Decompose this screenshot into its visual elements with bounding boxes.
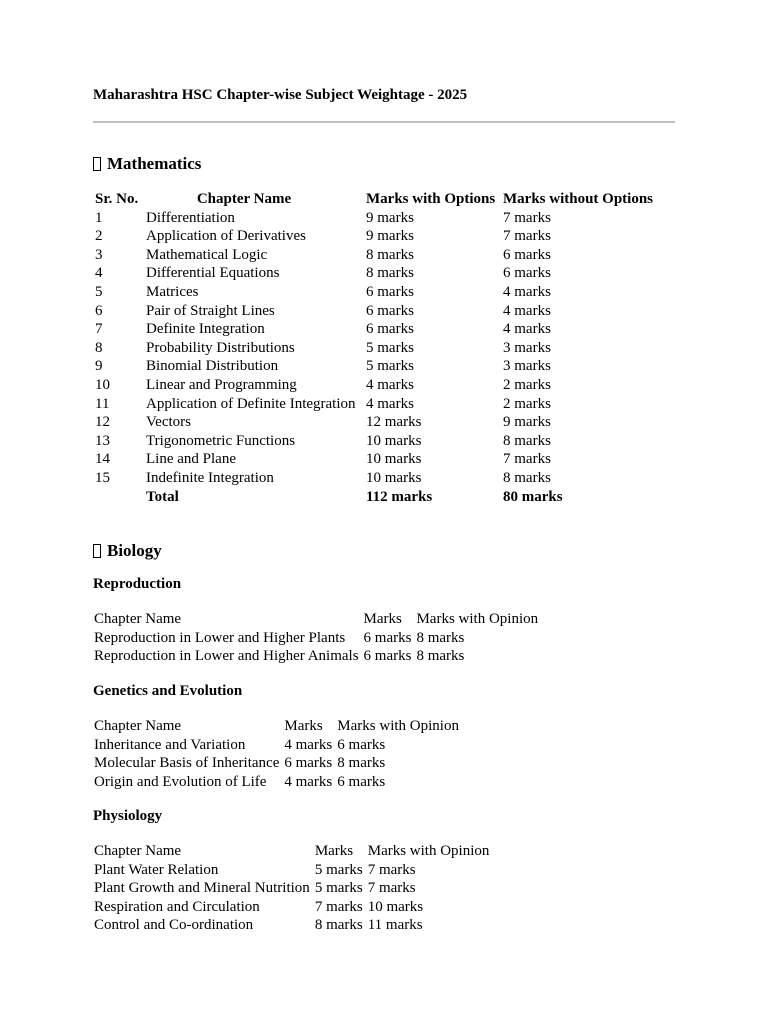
cell-chapter-name: Differential Equations	[146, 265, 280, 282]
cell-marks-without-options: 4 marks	[503, 283, 551, 300]
table-row	[94, 861, 489, 880]
cell-marks-with-opinion: 7 marks	[367, 861, 416, 878]
cell-sr-no: 7	[95, 321, 103, 338]
total-row	[95, 488, 663, 507]
cell-empty	[95, 488, 146, 507]
cell-marks-with-opinion: 6 marks	[337, 773, 386, 790]
cell-marks-with-opinion: 7 marks	[367, 880, 416, 897]
cell-marks: 8 marks	[314, 917, 363, 934]
cell-chapter-name: Linear and Programming	[146, 376, 297, 393]
cell-sr-no: 4	[95, 265, 103, 282]
cell-marks-without-options: 2 marks	[503, 395, 551, 412]
header-marks: Marks	[284, 718, 323, 734]
mathematics-heading-text: Mathematics	[107, 154, 202, 173]
header-marks-with-opinion: Marks with Opinion	[337, 718, 459, 734]
table-row	[95, 264, 663, 283]
mathematics-heading	[93, 154, 201, 174]
cell-chapter-name: Application of Definite Integration	[146, 395, 356, 412]
cell-chapter-name: Binomial Distribution	[146, 358, 279, 375]
table-row	[95, 469, 663, 488]
table-header-row	[95, 190, 663, 209]
table-row	[94, 916, 489, 935]
header-sr-no: Sr. No.	[95, 191, 139, 207]
cell-marks-with-opinion: 8 marks	[416, 629, 465, 646]
cell-chapter-name: Line and Plane	[146, 451, 236, 468]
header-chapter-name: Chapter Name	[196, 191, 292, 207]
cell-marks: 7 marks	[314, 898, 363, 915]
header-marks: Marks	[363, 611, 402, 627]
table-row	[94, 754, 459, 773]
physiology-table	[94, 842, 489, 935]
table-row	[95, 302, 663, 321]
biology-heading	[93, 541, 162, 561]
mathematics-weightage-table	[95, 190, 663, 506]
cell-marks-without-options: 7 marks	[503, 228, 551, 245]
total-marks-without-options: 80 marks	[503, 488, 563, 505]
cell-marks-with-options: 10 marks	[366, 451, 422, 468]
table-row	[95, 209, 663, 228]
table-row	[94, 736, 459, 755]
cell-marks-without-options: 4 marks	[503, 321, 551, 338]
table-row	[94, 629, 538, 648]
cell-chapter-name: Plant Water Relation	[94, 861, 219, 878]
table-row	[95, 227, 663, 246]
cell-chapter-name: Trigonometric Functions	[146, 432, 296, 449]
cell-chapter-name: Indefinite Integration	[146, 469, 274, 486]
header-chapter-name: Chapter Name	[94, 843, 182, 859]
cell-chapter-name: Molecular Basis of Inheritance	[94, 755, 280, 772]
cell-marks: 5 marks	[314, 880, 363, 897]
cell-sr-no: 2	[95, 228, 103, 245]
document-title: Maharashtra HSC Chapter-wise Subject Weightage - 2025	[93, 87, 468, 103]
unrendered-emoji-icon	[93, 157, 101, 171]
cell-marks-with-options: 6 marks	[366, 302, 414, 319]
cell-marks-with-options: 5 marks	[366, 339, 414, 356]
cell-marks-without-options: 7 marks	[503, 209, 551, 226]
cell-sr-no: 9	[95, 358, 103, 375]
cell-marks-without-options: 2 marks	[503, 376, 551, 393]
header-marks-with-opinion: Marks with Opinion	[416, 611, 539, 627]
cell-sr-no: 14	[95, 451, 110, 468]
reproduction-table	[94, 610, 538, 666]
table-row	[94, 773, 459, 792]
cell-sr-no: 6	[95, 302, 103, 319]
physiology-subheading: Physiology	[93, 808, 163, 824]
cell-marks-without-options: 6 marks	[503, 246, 551, 263]
total-marks-with-options: 112 marks	[366, 488, 433, 505]
cell-marks-with-options: 12 marks	[366, 414, 422, 431]
cell-marks-with-opinion: 11 marks	[367, 917, 423, 934]
table-header-row	[94, 717, 459, 736]
horizontal-rule	[93, 121, 675, 123]
table-row	[95, 413, 663, 432]
cell-chapter-name: Definite Integration	[146, 321, 265, 338]
cell-marks-without-options: 8 marks	[503, 432, 551, 449]
cell-marks: 6 marks	[363, 648, 412, 665]
cell-marks-without-options: 3 marks	[503, 339, 551, 356]
cell-sr-no: 8	[95, 339, 103, 356]
cell-marks: 4 marks	[284, 773, 333, 790]
unrendered-emoji-icon	[93, 544, 101, 558]
cell-chapter-name: Reproduction in Lower and Higher Animals	[94, 648, 359, 665]
cell-sr-no: 10	[95, 376, 110, 393]
cell-sr-no: 12	[95, 414, 110, 431]
biology-heading-text: Biology	[107, 541, 162, 560]
cell-sr-no: 11	[95, 395, 110, 412]
cell-marks-with-options: 6 marks	[366, 283, 414, 300]
cell-marks-without-options: 8 marks	[503, 469, 551, 486]
mathematics-table-body	[95, 209, 663, 507]
cell-chapter-name: Mathematical Logic	[146, 246, 268, 263]
cell-marks-with-options: 8 marks	[366, 265, 414, 282]
cell-marks: 6 marks	[284, 755, 333, 772]
cell-chapter-name: Plant Growth and Mineral Nutrition	[94, 880, 310, 897]
cell-marks-with-options: 4 marks	[366, 376, 414, 393]
cell-marks-with-options: 9 marks	[366, 228, 414, 245]
cell-marks-with-options: 6 marks	[366, 321, 414, 338]
table-row	[95, 432, 663, 451]
cell-marks-without-options: 3 marks	[503, 358, 551, 375]
header-chapter-name: Chapter Name	[94, 718, 182, 734]
cell-marks-with-opinion: 8 marks	[337, 755, 386, 772]
header-marks: Marks	[314, 843, 354, 859]
header-marks-without-options: Marks without Options	[503, 191, 654, 207]
cell-marks-with-opinion: 6 marks	[337, 736, 386, 753]
cell-marks-with-options: 10 marks	[366, 469, 422, 486]
table-row	[95, 376, 663, 395]
cell-marks-with-opinion: 8 marks	[416, 648, 465, 665]
cell-chapter-name: Origin and Evolution of Life	[94, 773, 267, 790]
cell-chapter-name: Differentiation	[146, 209, 235, 226]
cell-marks-with-options: 10 marks	[366, 432, 422, 449]
table-row	[95, 283, 663, 302]
cell-marks-without-options: 6 marks	[503, 265, 551, 282]
genetics-evolution-subheading: Genetics and Evolution	[93, 683, 243, 699]
cell-sr-no: 1	[95, 209, 103, 226]
table-header-row	[94, 842, 489, 861]
cell-sr-no: 13	[95, 432, 110, 449]
cell-marks-with-options: 5 marks	[366, 358, 414, 375]
header-marks-with-options: Marks with Options	[366, 191, 496, 207]
table-row	[95, 395, 663, 414]
cell-chapter-name: Control and Co-ordination	[94, 917, 254, 934]
cell-marks-without-options: 9 marks	[503, 414, 551, 431]
table-row	[95, 450, 663, 469]
table-row	[94, 879, 489, 898]
cell-chapter-name: Matrices	[146, 283, 199, 300]
table-row	[94, 647, 538, 666]
table-row	[95, 339, 663, 358]
cell-marks-without-options: 4 marks	[503, 302, 551, 319]
cell-marks-with-options: 8 marks	[366, 246, 414, 263]
cell-sr-no: 3	[95, 246, 103, 263]
genetics-evolution-table	[94, 717, 459, 791]
header-marks-with-opinion: Marks with Opinion	[367, 843, 490, 859]
cell-marks: 4 marks	[284, 736, 333, 753]
cell-chapter-name: Pair of Straight Lines	[146, 302, 275, 319]
table-row	[94, 898, 489, 917]
cell-marks-without-options: 7 marks	[503, 451, 551, 468]
cell-sr-no: 5	[95, 283, 103, 300]
cell-chapter-name: Respiration and Circulation	[94, 898, 260, 915]
table-row	[95, 320, 663, 339]
cell-sr-no: 15	[95, 469, 110, 486]
cell-chapter-name: Application of Derivatives	[146, 228, 306, 245]
total-label: Total	[146, 488, 179, 505]
table-header-row	[94, 610, 538, 629]
cell-marks: 5 marks	[314, 861, 363, 878]
cell-chapter-name: Vectors	[146, 414, 191, 431]
cell-marks-with-opinion: 10 marks	[367, 898, 424, 915]
header-chapter-name: Chapter Name	[94, 611, 182, 627]
reproduction-subheading: Reproduction	[93, 576, 182, 592]
cell-chapter-name: Inheritance and Variation	[94, 736, 246, 753]
cell-chapter-name: Reproduction in Lower and Higher Plants	[94, 629, 346, 646]
cell-chapter-name: Probability Distributions	[146, 339, 295, 356]
cell-marks-with-options: 4 marks	[366, 395, 414, 412]
cell-marks-with-options: 9 marks	[366, 209, 414, 226]
table-row	[95, 357, 663, 376]
cell-marks: 6 marks	[363, 629, 412, 646]
table-row	[95, 246, 663, 265]
